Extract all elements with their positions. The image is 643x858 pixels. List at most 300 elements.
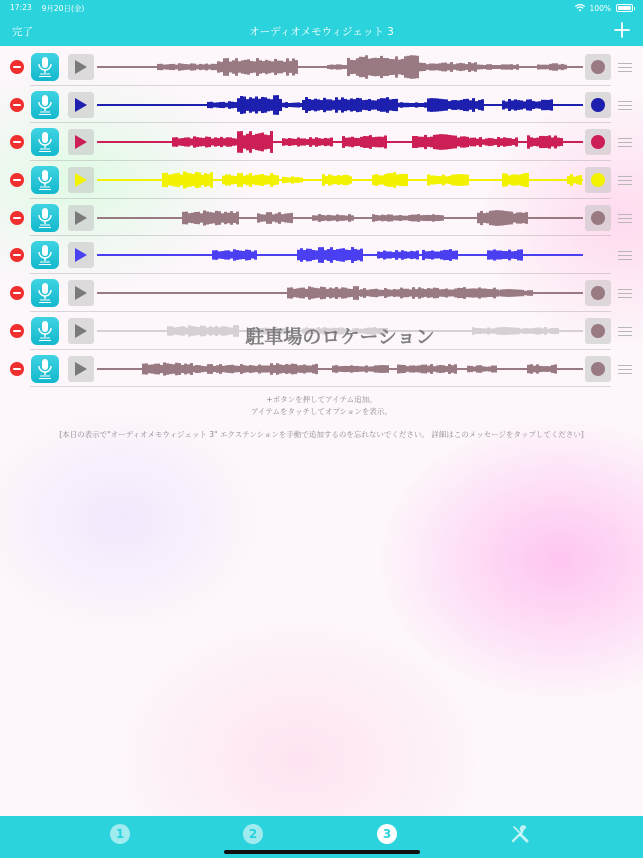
- waveform-bar: [309, 138, 312, 148]
- drag-handle-icon[interactable]: [618, 289, 632, 298]
- waveform-bar: [238, 61, 241, 72]
- waveform-bar: [297, 177, 300, 183]
- record-button[interactable]: [585, 318, 611, 344]
- waveform-bar: [228, 175, 231, 186]
- waveform-bar: [457, 288, 460, 298]
- waveform-bar: [476, 365, 479, 372]
- record-button[interactable]: [585, 356, 611, 382]
- waveform-bar: [227, 213, 230, 223]
- waveform-bar: [540, 65, 543, 70]
- waveform-bar: [267, 365, 270, 372]
- waveform-bar: [451, 365, 454, 373]
- delete-icon[interactable]: [10, 98, 24, 112]
- waveform-bar: [251, 252, 254, 259]
- microphone-icon[interactable]: [31, 204, 59, 232]
- waveform-bar: [505, 174, 508, 187]
- waveform-bar: [365, 55, 368, 79]
- delete-icon[interactable]: [10, 135, 24, 149]
- waveform-bar: [230, 252, 233, 259]
- waveform-bar: [204, 173, 207, 187]
- waveform-bar: [214, 138, 217, 147]
- waveform-bar: [322, 174, 325, 186]
- waveform-bar: [178, 363, 181, 375]
- waveform-bar: [529, 99, 532, 110]
- play-icon: [74, 323, 88, 339]
- waveform-bar: [475, 289, 478, 298]
- waveform-bar: [219, 102, 222, 108]
- waveform-bar: [372, 175, 375, 185]
- waveform-bar: [215, 211, 218, 225]
- waveform-bar: [172, 138, 175, 147]
- waveform-bar: [350, 98, 353, 111]
- waveform-bar: [432, 214, 435, 221]
- waveform-bar: [384, 174, 387, 186]
- delete-icon[interactable]: [10, 362, 24, 376]
- record-button[interactable]: [585, 54, 611, 80]
- waveform-bar: [436, 176, 439, 184]
- tools-icon[interactable]: [509, 823, 531, 845]
- waveform-bar: [183, 172, 186, 189]
- waveform-bar: [424, 364, 427, 373]
- delete-icon[interactable]: [10, 173, 24, 187]
- waveform-bar: [439, 364, 442, 372]
- waveform-bar: [487, 289, 490, 297]
- waveform-bar: [228, 365, 231, 373]
- drag-handle-icon[interactable]: [618, 101, 632, 110]
- waveform-bar: [198, 172, 201, 187]
- waveform-bar: [344, 99, 347, 111]
- drag-handle-icon[interactable]: [618, 176, 632, 185]
- drag-handle-icon[interactable]: [618, 138, 632, 147]
- waveform-bar: [457, 138, 460, 147]
- waveform-bar: [362, 366, 365, 371]
- waveform-bar: [258, 98, 261, 110]
- play-button[interactable]: [68, 280, 94, 306]
- waveform-bar: [270, 173, 273, 187]
- waveform-bar: [380, 365, 383, 373]
- waveform-bar: [401, 251, 404, 260]
- play-button[interactable]: [68, 205, 94, 231]
- waveform-bar: [508, 176, 511, 185]
- waveform-bar: [305, 289, 308, 297]
- play-button[interactable]: [68, 92, 94, 118]
- waveform-bar: [372, 138, 375, 148]
- waveform-bar: [445, 176, 448, 183]
- waveform-bar: [470, 138, 473, 147]
- waveform-bar: [177, 173, 180, 187]
- waveform-bar: [333, 215, 336, 220]
- waveform-bar: [399, 174, 402, 186]
- microphone-icon[interactable]: [31, 355, 59, 383]
- waveform-bar: [368, 59, 371, 76]
- play-button[interactable]: [68, 242, 94, 268]
- waveform-bar: [249, 173, 252, 187]
- waveform-bar: [326, 99, 329, 110]
- waveform-bar: [282, 102, 285, 106]
- waveform-bar: [473, 138, 476, 147]
- drag-handle-icon[interactable]: [618, 251, 632, 260]
- waveform-bar: [484, 289, 487, 298]
- waveform-bar: [193, 137, 196, 148]
- battery-icon: [616, 4, 633, 12]
- play-button[interactable]: [68, 356, 94, 382]
- waveform-bar: [339, 249, 342, 262]
- record-dot-icon: [591, 60, 605, 74]
- waveform-bar: [203, 210, 206, 225]
- waveform-bar: [479, 365, 482, 373]
- waveform-bar: [374, 365, 377, 372]
- record-button[interactable]: [585, 129, 611, 155]
- waveform-bar: [330, 65, 333, 70]
- waveform-bar: [189, 173, 192, 186]
- waveform-bar: [418, 103, 421, 107]
- play-button[interactable]: [68, 54, 94, 80]
- delete-icon[interactable]: [10, 248, 24, 262]
- waveform-bar: [406, 366, 409, 372]
- waveform-bar: [433, 98, 436, 112]
- waveform-bar: [413, 252, 416, 259]
- memo-row[interactable]: [0, 48, 643, 86]
- waveform-bar: [393, 215, 396, 220]
- waveform-bar: [490, 289, 493, 297]
- waveform-bar: [246, 175, 249, 185]
- drag-handle-icon[interactable]: [618, 365, 632, 374]
- waveform-bar: [205, 137, 208, 148]
- waveform-bar: [502, 100, 505, 109]
- waveform-bar: [406, 102, 409, 106]
- microphone-icon[interactable]: [31, 128, 59, 156]
- waveform-bar: [398, 252, 401, 259]
- waveform-bar: [335, 97, 338, 112]
- waveform-bar: [282, 365, 285, 373]
- memo-row[interactable]: [0, 199, 643, 237]
- play-icon: [74, 285, 88, 301]
- waveform-bar: [383, 365, 386, 373]
- waveform-bar: [270, 131, 273, 153]
- waveform-bar: [276, 363, 279, 374]
- waveform-bar: [303, 139, 306, 146]
- status-bar: [0, 0, 643, 16]
- waveform-bar: [185, 211, 188, 224]
- waveform-bar: [201, 365, 204, 371]
- waveform-bar: [429, 64, 432, 71]
- waveform-bar: [545, 366, 548, 372]
- waveform-bar: [166, 363, 169, 374]
- waveform-bar: [217, 138, 220, 146]
- play-button[interactable]: [68, 318, 94, 344]
- drag-handle-icon[interactable]: [618, 63, 632, 72]
- waveform-bar: [417, 214, 420, 222]
- delete-icon[interactable]: [10, 324, 24, 338]
- memo-row[interactable]: [0, 274, 643, 312]
- waveform-bar: [561, 64, 564, 70]
- waveform-bar: [445, 366, 448, 372]
- waveform-bar: [427, 174, 430, 185]
- waveform[interactable]: [97, 127, 583, 157]
- play-button[interactable]: [68, 129, 94, 155]
- waveform-bar: [381, 214, 384, 221]
- record-button[interactable]: [585, 205, 611, 231]
- waveform-bar: [228, 101, 231, 109]
- waveform-bar: [465, 64, 468, 70]
- waveform[interactable]: [97, 52, 583, 82]
- waveform-bar: [283, 62, 286, 73]
- waveform-bar: [288, 364, 291, 373]
- waveform-bar: [318, 214, 321, 222]
- waveform-bar: [199, 64, 202, 70]
- waveform-bar: [428, 252, 431, 260]
- waveform-bar: [340, 176, 343, 185]
- drag-handle-icon[interactable]: [618, 327, 632, 336]
- waveform-bar: [194, 212, 197, 224]
- waveform-bar: [243, 96, 246, 113]
- tab-2[interactable]: [242, 823, 264, 845]
- waveform-bar: [467, 365, 470, 372]
- waveform-bar: [181, 138, 184, 146]
- waveform-bar: [536, 138, 539, 147]
- waveform-bar: [473, 366, 476, 371]
- waveform-bar: [178, 63, 181, 71]
- waveform-bar: [324, 138, 327, 146]
- waveform-bar: [208, 65, 211, 70]
- waveform-bar: [453, 64, 456, 70]
- waveform-bar: [191, 212, 194, 223]
- waveform-bar: [348, 250, 351, 260]
- waveform-bar: [375, 137, 378, 147]
- microphone-icon[interactable]: [31, 317, 59, 345]
- waveform-bar: [225, 102, 228, 107]
- waveform-bar: [460, 174, 463, 186]
- record-dot-icon: [591, 286, 605, 300]
- microphone-icon[interactable]: [31, 279, 59, 307]
- waveform-bar: [542, 136, 545, 148]
- waveform-bar: [263, 214, 266, 221]
- waveform-bar: [386, 252, 389, 259]
- waveform-bar: [522, 213, 525, 223]
- waveform-bar: [482, 140, 485, 146]
- waveform-bar: [210, 172, 213, 187]
- waveform-bar: [276, 95, 279, 115]
- play-button[interactable]: [68, 167, 94, 193]
- waveform-bar: [273, 365, 276, 373]
- waveform-bar: [190, 63, 193, 70]
- waveform-bar: [433, 135, 436, 149]
- waveform-bar: [330, 215, 333, 221]
- waveform-bar: [519, 212, 522, 223]
- waveform-bar: [348, 214, 351, 222]
- waveform-bar: [225, 174, 228, 185]
- waveform-bar: [527, 364, 530, 372]
- nav-title: オーディオメモウィジェット 3: [249, 25, 394, 38]
- waveform-bar: [258, 134, 261, 152]
- waveform-bar: [351, 215, 354, 220]
- waveform-bar: [268, 61, 271, 74]
- waveform-bar: [327, 249, 330, 261]
- waveform-bar: [455, 251, 458, 260]
- waveform-bar: [261, 133, 264, 152]
- memo-row[interactable]: [0, 86, 643, 124]
- waveform-bar: [547, 100, 550, 110]
- waveform-bar: [214, 64, 217, 70]
- waveform-bar: [545, 136, 548, 148]
- plus-icon[interactable]: [611, 19, 633, 41]
- extension-reminder-link[interactable]: [本日の表示で"オーディオメモウィジェット 3" エクステンションを手動で追加するのを忘れないでください。 詳細はこのメッセージをタップしてください]: [59, 430, 584, 439]
- waveform-bar: [480, 211, 483, 225]
- waveform-bar: [359, 98, 362, 112]
- waveform-bar: [451, 136, 454, 149]
- waveform-bar: [175, 138, 178, 148]
- waveform-bar: [329, 288, 332, 299]
- waveform-bar: [490, 251, 493, 260]
- waveform-bar: [446, 250, 449, 260]
- waveform-bar: [390, 214, 393, 221]
- waveform-bar: [245, 250, 248, 261]
- record-button[interactable]: [585, 167, 611, 193]
- waveform-bar: [530, 138, 533, 147]
- waveform-bar: [521, 290, 524, 296]
- waveform-bar: [448, 176, 451, 184]
- waveform-bar: [488, 366, 491, 371]
- waveform-bar: [211, 64, 214, 70]
- microphone-icon[interactable]: [31, 91, 59, 119]
- waveform-bar: [533, 365, 536, 372]
- memo-row[interactable]: [0, 123, 643, 161]
- memo-row[interactable]: [0, 350, 643, 388]
- waveform-bar: [435, 215, 438, 221]
- memo-row[interactable]: [0, 312, 643, 350]
- waveform[interactable]: [97, 203, 583, 233]
- waveform-bar: [442, 365, 445, 372]
- waveform-bar: [518, 290, 521, 297]
- waveform-bar: [360, 137, 363, 147]
- waveform-bar: [261, 174, 264, 186]
- record-button[interactable]: [585, 92, 611, 118]
- waveform-bar: [299, 288, 302, 298]
- waveform-bar: [330, 138, 333, 147]
- waveform-bar: [311, 99, 314, 109]
- waveform-bar: [409, 290, 412, 297]
- drag-handle-icon[interactable]: [618, 214, 632, 223]
- waveform-bar: [466, 175, 469, 186]
- waveform-bar: [401, 59, 404, 75]
- waveform-bar: [418, 365, 421, 372]
- delete-icon[interactable]: [10, 60, 24, 74]
- microphone-icon[interactable]: [31, 241, 59, 269]
- waveform-bar: [506, 289, 509, 297]
- waveform-bar: [336, 64, 339, 69]
- waveform-bar: [284, 213, 287, 222]
- tab-1[interactable]: [109, 823, 131, 845]
- waveform-bar: [327, 215, 330, 221]
- waveform-bar: [288, 178, 291, 183]
- waveform-bar: [530, 364, 533, 373]
- memo-label: 駐車場のロケーション: [245, 325, 435, 348]
- waveform[interactable]: [97, 354, 583, 384]
- microphone-icon[interactable]: [31, 166, 59, 194]
- waveform-bar: [366, 290, 369, 296]
- waveform-bar: [318, 248, 321, 264]
- waveform-bar: [539, 136, 542, 148]
- microphone-icon[interactable]: [31, 53, 59, 81]
- waveform-bar: [524, 291, 527, 295]
- waveform-bar: [481, 99, 484, 110]
- waveform-bar: [573, 177, 576, 184]
- waveform-bar: [509, 139, 512, 147]
- waveform-bar: [378, 137, 381, 148]
- waveform-bar: [403, 289, 406, 297]
- memo-row[interactable]: [0, 161, 643, 199]
- waveform-bar: [229, 138, 232, 147]
- waveform[interactable]: [97, 240, 583, 270]
- waveform-bar: [324, 215, 327, 220]
- waveform-bar: [243, 136, 246, 149]
- waveform-bar: [400, 364, 403, 372]
- waveform-bar: [354, 138, 357, 146]
- waveform-bar: [466, 99, 469, 111]
- waveform-bar: [269, 212, 272, 224]
- waveform-bar: [392, 99, 395, 111]
- waveform[interactable]: [97, 90, 583, 120]
- waveform-bar: [408, 215, 411, 221]
- waveform-bar: [339, 215, 342, 221]
- waveform-bar: [329, 99, 332, 110]
- waveform-bar: [259, 60, 262, 74]
- waveform-bar: [487, 251, 490, 260]
- waveform[interactable]: [97, 278, 583, 308]
- waveform-bar: [224, 212, 227, 224]
- waveform-bar: [523, 101, 526, 108]
- done-button[interactable]: 完了: [12, 25, 33, 38]
- waveform-bar: [526, 99, 529, 110]
- waveform-bar: [252, 135, 255, 149]
- waveform-bar: [451, 290, 454, 297]
- waveform-bar: [508, 250, 511, 261]
- delete-icon[interactable]: [10, 286, 24, 300]
- waveform-bar: [413, 55, 416, 78]
- waveform-bar: [441, 63, 444, 72]
- waveform-bar: [337, 175, 340, 185]
- waveform-bar: [192, 174, 195, 186]
- waveform-bar: [282, 139, 285, 147]
- memo-row[interactable]: [0, 236, 643, 274]
- waveform-bar: [445, 99, 448, 110]
- tab-3[interactable]: [376, 823, 398, 845]
- waveform-bar: [488, 138, 491, 146]
- waveform-bar: [321, 139, 324, 146]
- waveform-bar: [520, 174, 523, 186]
- waveform-bar: [377, 365, 380, 372]
- delete-icon[interactable]: [10, 211, 24, 225]
- waveform-bar: [289, 61, 292, 73]
- waveform-bar: [205, 64, 208, 71]
- waveform-bar: [450, 62, 453, 72]
- record-button[interactable]: [585, 280, 611, 306]
- waveform-bar: [207, 364, 210, 374]
- waveform[interactable]: [97, 165, 583, 195]
- waveform-bar: [342, 249, 345, 263]
- waveform-bar: [216, 102, 219, 107]
- waveform-bar: [264, 175, 267, 184]
- waveform-bar: [485, 139, 488, 146]
- waveform-bar: [312, 250, 315, 260]
- waveform-bar: [285, 177, 288, 183]
- waveform-bar: [433, 176, 436, 185]
- record-dot-icon: [591, 362, 605, 376]
- waveform-bar: [294, 363, 297, 373]
- waveform-bar: [196, 65, 199, 70]
- waveform-bar: [207, 102, 210, 108]
- waveform-bar: [286, 58, 289, 75]
